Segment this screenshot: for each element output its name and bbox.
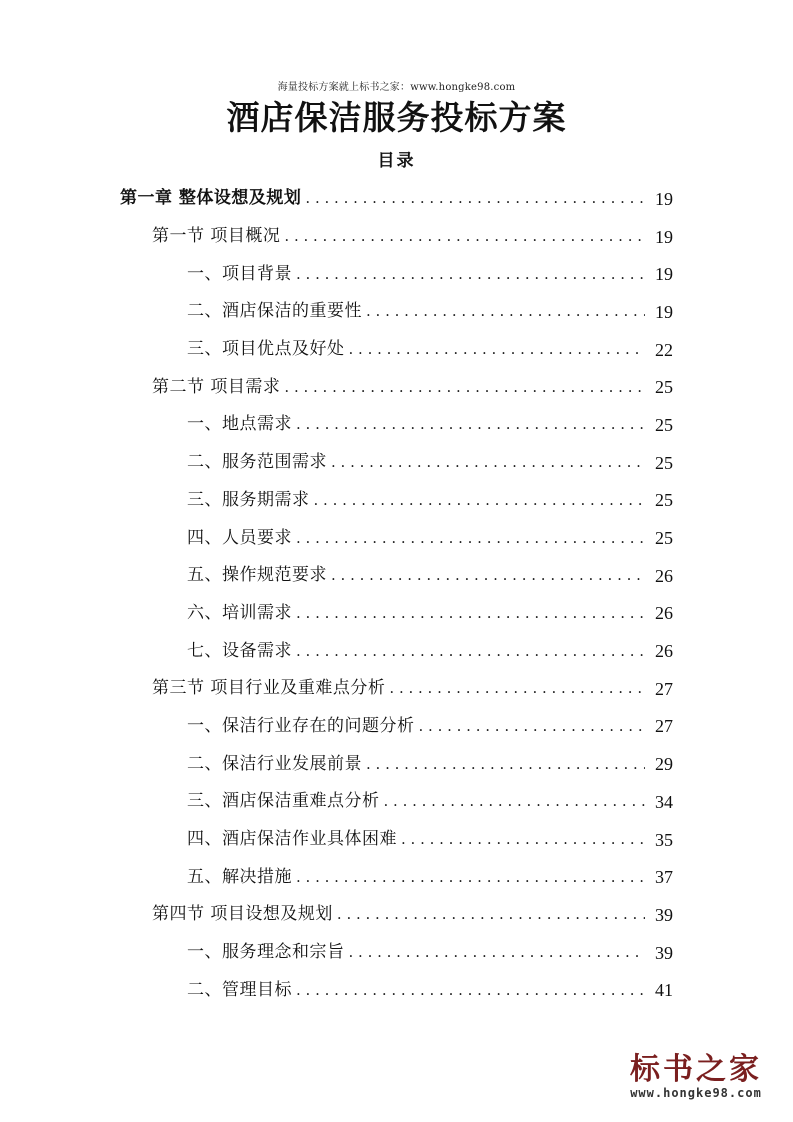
toc-leader-dots (296, 531, 645, 546)
toc-page-number: 19 (655, 226, 673, 247)
toc-entry-title: 二、保洁行业发展前景 (187, 753, 362, 774)
toc-page-number: 26 (655, 603, 673, 624)
toc-page-number: 37 (655, 867, 673, 888)
document-title: 酒店保洁服务投标方案 (226, 98, 567, 137)
toc-entry-title: 第三节 项目行业及重难点分析 (152, 678, 386, 699)
toc-page-number: 27 (655, 678, 673, 699)
toc-leader-dots (314, 493, 646, 508)
toc-entry-section[interactable] (0, 896, 673, 934)
toc-leader-dots (384, 794, 646, 809)
toc-leader-dots (331, 455, 645, 470)
toc-page-number: 25 (655, 452, 673, 473)
toc-page-number: 39 (655, 904, 673, 925)
toc-entry-item[interactable] (0, 255, 673, 293)
toc-entry-title: 三、酒店保洁重难点分析 (187, 791, 380, 812)
toc-entry-title: 四、酒店保洁作业具体困难 (187, 829, 397, 850)
toc-entry-chapter-1[interactable] (0, 180, 673, 218)
toc-entry-title: 三、服务期需求 (187, 489, 310, 510)
brand-logo (621, 1044, 771, 1108)
toc-entry-item[interactable] (0, 293, 673, 331)
toc-leader-dots (366, 304, 645, 319)
toc-page-number: 25 (655, 414, 673, 435)
toc-leader-dots (296, 606, 645, 621)
toc-page-number: 25 (655, 528, 673, 549)
toc-entry-title: 三、项目优点及好处 (187, 339, 345, 360)
toc-entry-title: 一、项目背景 (187, 263, 292, 284)
toc-entry-title: 四、人员要求 (187, 527, 292, 548)
toc-leader-dots (349, 342, 646, 357)
toc-leader-dots (366, 757, 645, 772)
toc-entry-title: 第二节 项目需求 (152, 376, 281, 397)
toc-leader-dots (401, 832, 645, 847)
toc-page-number: 27 (655, 716, 673, 737)
toc-leader-dots (337, 907, 645, 922)
toc-leader-dots (296, 267, 645, 282)
toc-entry-item[interactable] (0, 783, 673, 821)
table-of-contents (0, 180, 793, 1009)
toc-leader-dots (296, 644, 645, 659)
toc-page-number: 35 (655, 829, 673, 850)
toc-page-number: 29 (655, 754, 673, 775)
toc-entry-item[interactable] (0, 971, 673, 1009)
toc-entry-item[interactable] (0, 406, 673, 444)
toc-heading: 目录 (377, 151, 416, 171)
toc-leader-dots (305, 191, 645, 206)
toc-entry-item[interactable] (0, 632, 673, 670)
toc-entry-title: 一、保洁行业存在的问题分析 (187, 715, 415, 736)
toc-leader-dots (419, 719, 646, 734)
toc-entry-section[interactable] (0, 670, 673, 708)
toc-leader-dots (284, 229, 645, 244)
toc-entry-item[interactable] (0, 858, 673, 896)
toc-entry-title: 一、服务理念和宗旨 (187, 942, 345, 963)
toc-entry-title: 七、设备需求 (187, 640, 292, 661)
toc-entry-title: 二、酒店保洁的重要性 (187, 301, 362, 322)
toc-entry-title: 六、培训需求 (187, 602, 292, 623)
toc-leader-dots (296, 417, 645, 432)
toc-entry-item[interactable] (0, 934, 673, 972)
toc-page-number: 19 (655, 188, 673, 209)
toc-entry-title: 第一章 整体设想及规划 (120, 188, 302, 209)
toc-entry-title: 五、解决措施 (187, 866, 292, 887)
toc-page-number: 34 (655, 791, 673, 812)
toc-entry-item[interactable] (0, 708, 673, 746)
toc-entry-item[interactable] (0, 519, 673, 557)
toc-page-number: 25 (655, 490, 673, 511)
toc-entry-title: 二、服务范围需求 (187, 452, 327, 473)
toc-entry-section[interactable] (0, 368, 673, 406)
toc-entry-item[interactable] (0, 444, 673, 482)
toc-entry-section[interactable] (0, 218, 673, 256)
toc-page-number: 19 (655, 264, 673, 285)
toc-leader-dots (389, 681, 645, 696)
toc-page-number: 19 (655, 301, 673, 322)
toc-entry-item[interactable] (0, 557, 673, 595)
toc-leader-dots (296, 870, 645, 885)
toc-entry-title: 五、操作规范要求 (187, 565, 327, 586)
toc-page-number: 25 (655, 377, 673, 398)
toc-entry-item[interactable] (0, 482, 673, 520)
toc-entry-item[interactable] (0, 745, 673, 783)
toc-leader-dots (349, 945, 646, 960)
toc-entry-item[interactable] (0, 821, 673, 859)
header-note: 海量投标方案就上标书之家：www.hongke98.com (277, 82, 516, 93)
toc-leader-dots (284, 380, 645, 395)
toc-entry-title: 第四节 项目设想及规划 (152, 904, 333, 925)
toc-leader-dots (296, 983, 645, 998)
brand-name: 标书之家 (630, 1052, 762, 1087)
toc-entry-title: 第一节 项目概况 (152, 226, 281, 247)
toc-entry-title: 二、管理目标 (187, 979, 292, 1000)
toc-page-number: 22 (655, 339, 673, 360)
toc-page-number: 26 (655, 565, 673, 586)
toc-page-number: 39 (655, 942, 673, 963)
toc-entry-item[interactable] (0, 331, 673, 369)
toc-entry-title: 一、地点需求 (187, 414, 292, 435)
toc-page-number: 41 (655, 980, 673, 1001)
toc-leader-dots (331, 568, 645, 583)
brand-url: www.hongke98.com (630, 1086, 762, 1100)
toc-page-number: 26 (655, 641, 673, 662)
toc-entry-item[interactable] (0, 595, 673, 633)
